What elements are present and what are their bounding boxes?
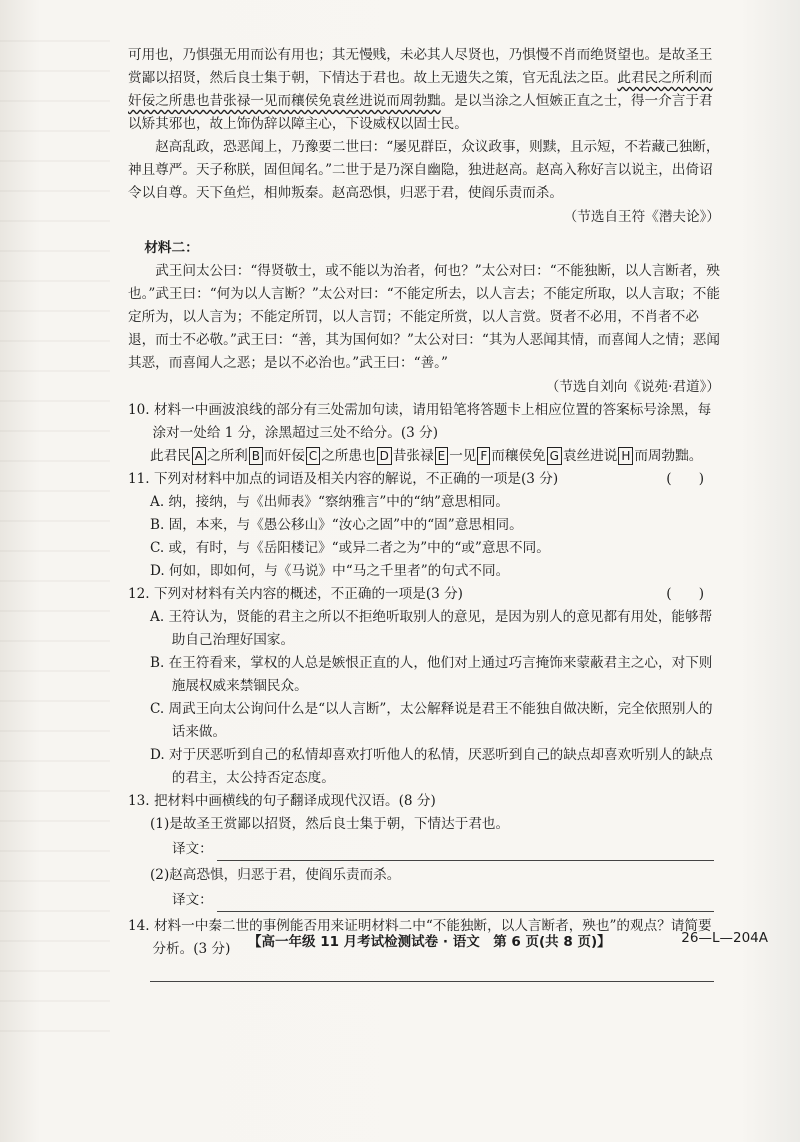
q13-item-1: (1)是故圣王赏鄙以招贤，然后良士集于朝，下情达于君也。	[150, 816, 510, 832]
q10-mark-e[interactable]: E	[435, 447, 449, 465]
q11-stem-text: 11. 下列对材料中加点的词语及相关内容的解说，不正确的一项是(3 分)	[128, 471, 559, 487]
q13-answer-line-2[interactable]	[172, 889, 720, 912]
q10-segment: 袁丝进说	[562, 448, 618, 464]
material1-paragraph2: 赵高乱政，恐恶闻上，乃豫要二世曰：“屡见群臣，众议政事，则黩，且示短，不若藏己独断，神且尊严。天子称朕，固但闻名。”二世于是乃深自幽隐，独进赵高。赵高入称好言以说主，出倚诏令以自尊。天下鱼烂，相帅叛秦。赵高恐惧，归恶于君，使阎乐责而杀。	[128, 139, 720, 201]
q10-mark-b[interactable]: B	[249, 447, 263, 465]
question-13-stem: 13. 把材料中画横线的句子翻译成现代汉语。(8 分)	[128, 793, 436, 809]
q10-mark-a[interactable]: A	[192, 447, 206, 465]
q10-segment: 之所患也	[321, 448, 376, 464]
q12-option-d: D. 对于厌恶听到自己的私情却喜欢打听他人的私情，厌恶听到自己的缺点却喜欢听别人的缺点的君主，太公持否定态度。	[150, 747, 713, 786]
q13-item-2: (2)赵高恐惧，归恶于君，使阎乐责而杀。	[150, 867, 401, 883]
q11-option-b: B. 固，本来，与《愚公移山》“汝心之固”中的“固”意思相同。	[150, 517, 523, 533]
q11-option-a: A. 纳，接纳，与《出师表》“察纳雅言”中的“纳”意思相同。	[150, 494, 509, 510]
q10-segment: 昔张禄	[392, 448, 434, 464]
q10-mark-d[interactable]: D	[377, 447, 392, 465]
q12-answer-paren[interactable]: ( )	[666, 586, 704, 602]
material2-source: （节选自刘向《说苑·君道》）	[545, 379, 720, 395]
material1-wavy-sentence: 此君民之所利而奸佞之所患也昔张禄一见而穰侯免袁丝进说而周勃黜	[128, 70, 713, 109]
q13-answer-label: 译文：	[172, 841, 213, 857]
material1-text-a: 可用也，乃惧强无用而讼有用也；其无慢贱，未必其人尽贤也，乃惧慢不肖而绝贤望也。是故圣王赏鄙以招贤，然后良士集于朝，下情达于君也。故上无遗失之策，官无乱法之臣。	[128, 47, 713, 86]
material1-text-b: 。是以当涂之人恒嫉正直之士，得一介言于君以矫其邪也，故上饰伪辞以障主心，下设威权以固士民。	[128, 93, 713, 132]
q11-option-c: C. 或，有时，与《岳阳楼记》“或异二者之为”中的“或”意思不同。	[150, 540, 550, 556]
question-10-sentence	[150, 445, 720, 468]
q12-option-a: A. 王符认为，贤能的君主之所以不拒绝听取别人的意见，是因为别人的意见都有用处，能够帮助自己治理好国家。	[150, 609, 713, 648]
q12-stem-text: 12. 下列对材料有关内容的概述，不正确的一项是(3 分)	[128, 586, 463, 602]
q10-segment: 一见	[449, 448, 477, 464]
q10-mark-f[interactable]: F	[477, 447, 490, 465]
q10-segment: 此君民	[150, 448, 191, 464]
q10-segment: 之所利	[207, 448, 248, 464]
exam-content	[128, 44, 720, 982]
q10-mark-c[interactable]: C	[306, 447, 320, 465]
q10-segment: 而穰侯免	[491, 448, 546, 464]
question-12-stem	[128, 583, 720, 606]
q12-option-c: C. 周武王向太公询问什么是“以人言断”，太公解释说是君王不能独自做决断，完全依照别人的话来做。	[150, 701, 713, 740]
q14-answer-line[interactable]	[150, 961, 714, 982]
q12-option-b: B. 在王符看来，掌权的人总是嫉恨正直的人，他们对上通过巧言掩饰来蒙蔽君主之心，对下则施展权威来禁锢民众。	[150, 655, 713, 694]
question-11-stem	[128, 468, 720, 491]
material1-source: （节选自王符《潜夫论》）	[563, 209, 720, 225]
material2-body: 武王问太公曰：“得贤敬士，或不能以为治者，何也？”太公对曰：“不能独断，以人言断者，殃也。”武王曰：“何为以人言断？”太公对曰：“不能定所去，以人言去；不能定所取，以人言取；不能定所为，以人言为；不能定所罚，以人言罚；不能定所赏，以人言赏。贤者不必用，不肖者不必退，而士不必敬。”武王曰：“善，其为国何如？”太公对曰：“其为人恶闻其情，而喜闻人之情；恶闻其恶，而喜闻人之恶；是以不必治也。”武王曰：“善。”	[128, 263, 720, 371]
q10-mark-h[interactable]: H	[618, 447, 633, 465]
q10-segment: 而周勃黜。	[634, 448, 703, 464]
answer-rule	[217, 844, 714, 861]
q10-segment: 而奸佞	[264, 448, 305, 464]
q10-mark-g[interactable]: G	[547, 447, 562, 465]
page-footer	[248, 930, 768, 950]
footer-title: 【高一年级 11 月考试检测试卷 · 语文 第 6 页(共 8 页)】	[248, 934, 611, 950]
q11-option-d: D. 何如，即如何，与《马说》中“马之千里者”的句式不同。	[150, 563, 510, 579]
q11-answer-paren[interactable]: ( )	[666, 471, 704, 487]
q13-answer-label: 译文：	[172, 892, 213, 908]
bleed-through-shadow	[0, 40, 110, 1040]
footer-code: 26—L—204A	[681, 930, 768, 946]
q13-answer-line-1[interactable]	[172, 838, 720, 861]
material2-title: 材料二：	[144, 240, 199, 256]
question-14-stem: 14. 材料一中秦二世的事例能否用来证明材料二中“不能独断，以人言断者，殃也”的观点？请简要分析。(3 分)	[128, 918, 712, 957]
material1-paragraph1	[128, 44, 720, 136]
question-10-stem: 10. 材料一中画波浪线的部分有三处需加句读，请用铅笔将答题卡上相应位置的答案标号涂黑，每涂对一处给 1 分，涂黑超过三处不给分。(3 分)	[128, 402, 712, 441]
answer-rule	[217, 895, 714, 912]
